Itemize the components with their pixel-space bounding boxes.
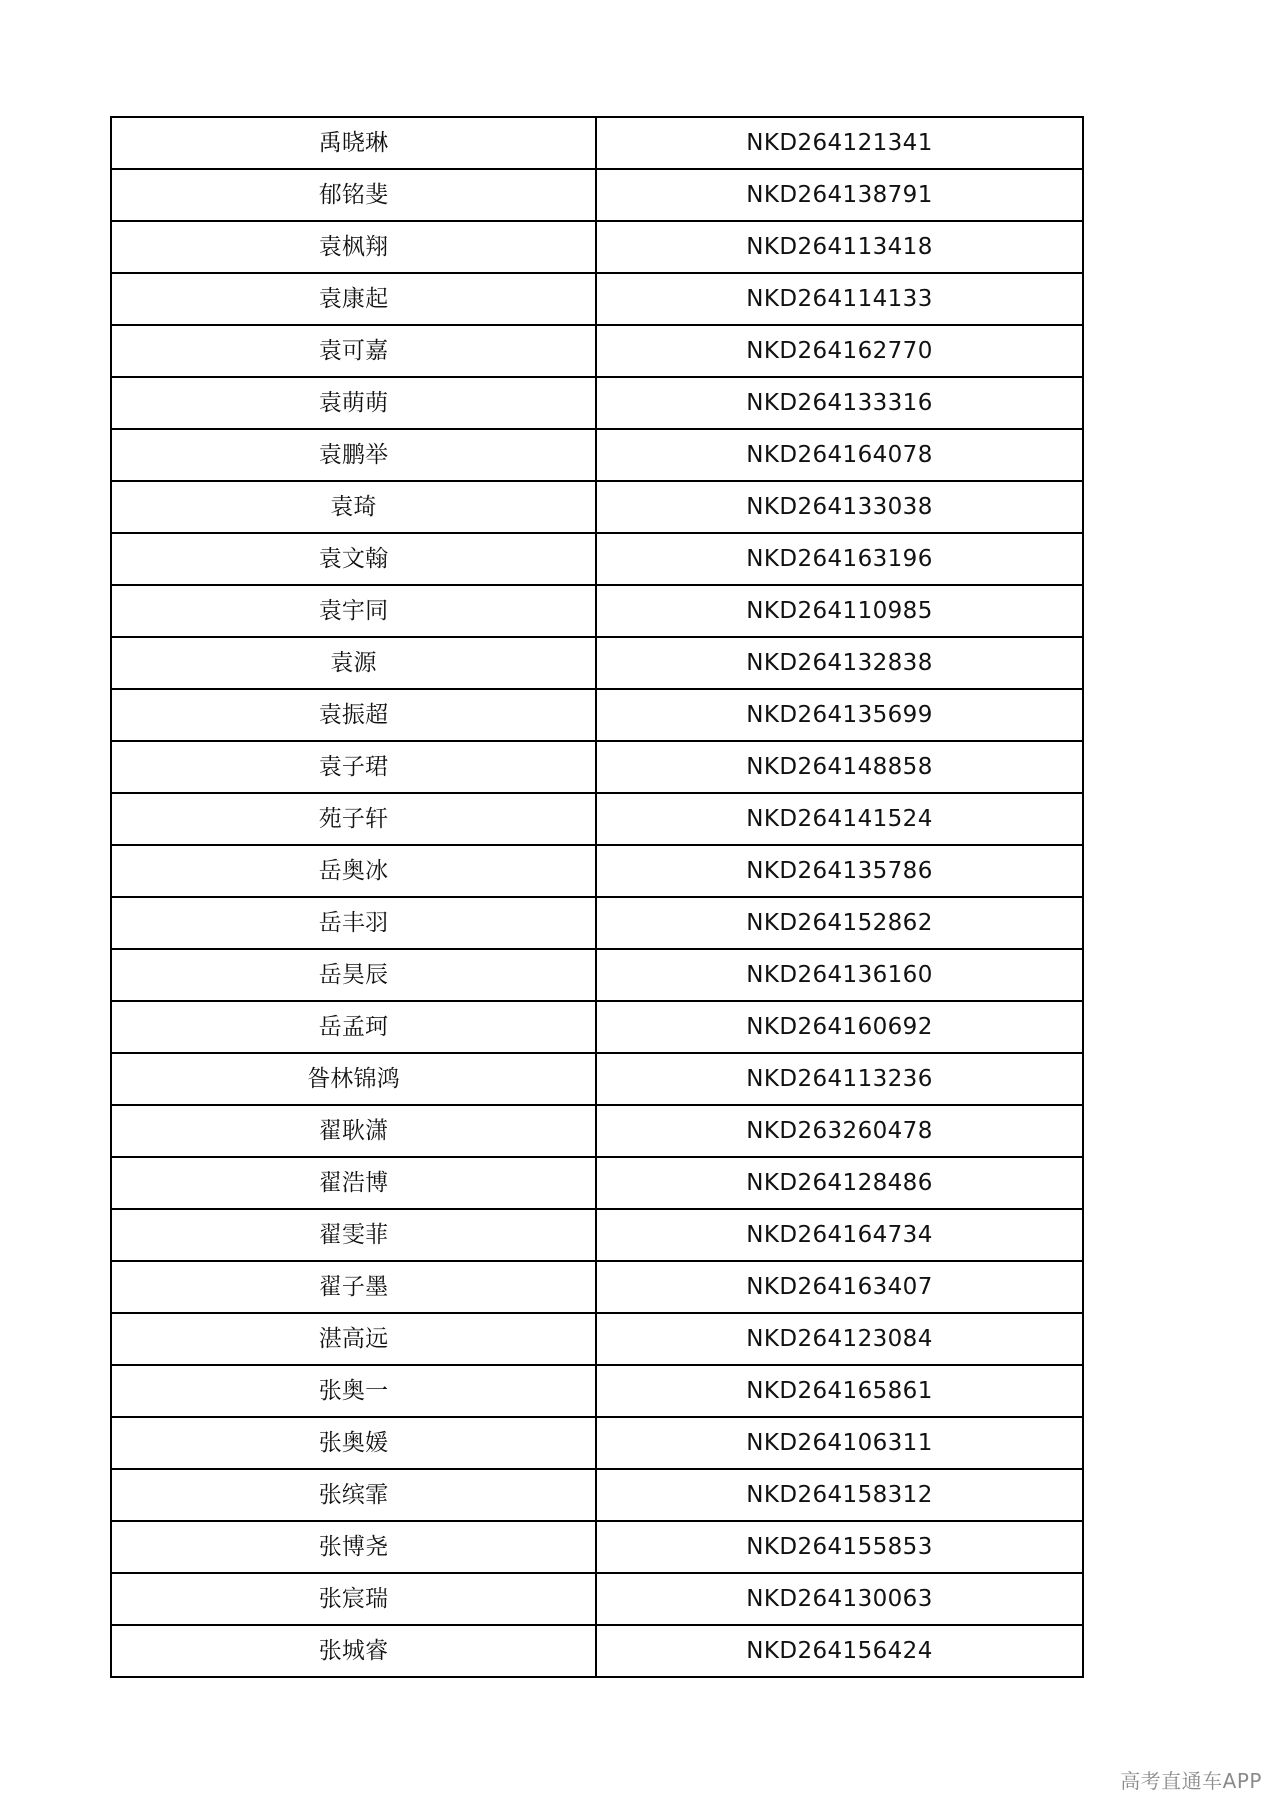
table-row	[111, 1157, 1083, 1209]
student-name-cell: 袁可嘉	[111, 325, 596, 377]
student-id-cell: NKD264136160	[596, 949, 1083, 1001]
student-id-cell: NKD264128486	[596, 1157, 1083, 1209]
table-row	[111, 845, 1083, 897]
student-id-cell: NKD264135786	[596, 845, 1083, 897]
student-id-cell: NKD264138791	[596, 169, 1083, 221]
student-id-cell: NKD264162770	[596, 325, 1083, 377]
student-id-cell: NKD264114133	[596, 273, 1083, 325]
student-id-cell: NKD264130063	[596, 1573, 1083, 1625]
student-id-cell: NKD264163407	[596, 1261, 1083, 1313]
student-id-cell: NKD264163196	[596, 533, 1083, 585]
table-row	[111, 1313, 1083, 1365]
roster-table	[110, 116, 1084, 1678]
student-id-cell: NKD264164734	[596, 1209, 1083, 1261]
table-row	[111, 1521, 1083, 1573]
table-row	[111, 949, 1083, 1001]
table-row	[111, 1625, 1083, 1677]
student-name-cell: 袁文翰	[111, 533, 596, 585]
roster-table-body	[111, 117, 1083, 1677]
student-name-cell: 袁琦	[111, 481, 596, 533]
table-row	[111, 1417, 1083, 1469]
table-row	[111, 1261, 1083, 1313]
table-row	[111, 585, 1083, 637]
student-id-cell: NKD264160692	[596, 1001, 1083, 1053]
student-id-cell: NKD264148858	[596, 741, 1083, 793]
student-name-cell: 张宸瑞	[111, 1573, 596, 1625]
table-row	[111, 1001, 1083, 1053]
student-id-cell: NKD264113418	[596, 221, 1083, 273]
table-row	[111, 897, 1083, 949]
table-row	[111, 1573, 1083, 1625]
table-row	[111, 1469, 1083, 1521]
student-id-cell: NKD264123084	[596, 1313, 1083, 1365]
table-row	[111, 1365, 1083, 1417]
table-row	[111, 1053, 1083, 1105]
table-row	[111, 1105, 1083, 1157]
student-name-cell: 翟雯菲	[111, 1209, 596, 1261]
roster-sheet	[110, 116, 1082, 1678]
student-id-cell: NKD264133038	[596, 481, 1083, 533]
student-name-cell: 袁振超	[111, 689, 596, 741]
student-name-cell: 袁宇同	[111, 585, 596, 637]
student-name-cell: 苑子轩	[111, 793, 596, 845]
student-id-cell: NKD264106311	[596, 1417, 1083, 1469]
student-name-cell: 昝林锦鸿	[111, 1053, 596, 1105]
student-id-cell: NKD264152862	[596, 897, 1083, 949]
student-name-cell: 岳昊辰	[111, 949, 596, 1001]
table-row	[111, 793, 1083, 845]
student-name-cell: 湛高远	[111, 1313, 596, 1365]
student-name-cell: 翟浩博	[111, 1157, 596, 1209]
student-name-cell: 张奥媛	[111, 1417, 596, 1469]
student-name-cell: 袁鹏举	[111, 429, 596, 481]
student-name-cell: 袁枫翔	[111, 221, 596, 273]
student-id-cell: NKD264158312	[596, 1469, 1083, 1521]
student-name-cell: 岳奥冰	[111, 845, 596, 897]
student-id-cell: NKD264113236	[596, 1053, 1083, 1105]
table-row	[111, 377, 1083, 429]
student-name-cell: 袁源	[111, 637, 596, 689]
student-name-cell: 袁萌萌	[111, 377, 596, 429]
student-id-cell: NKD264135699	[596, 689, 1083, 741]
table-row	[111, 273, 1083, 325]
student-name-cell: 禹晓琳	[111, 117, 596, 169]
table-row	[111, 169, 1083, 221]
student-name-cell: 郁铭斐	[111, 169, 596, 221]
student-id-cell: NKD264141524	[596, 793, 1083, 845]
table-row	[111, 325, 1083, 377]
table-row	[111, 1209, 1083, 1261]
student-id-cell: NKD264164078	[596, 429, 1083, 481]
student-name-cell: 张缤霏	[111, 1469, 596, 1521]
student-name-cell: 岳孟珂	[111, 1001, 596, 1053]
table-row	[111, 481, 1083, 533]
table-row	[111, 637, 1083, 689]
student-id-cell: NKD263260478	[596, 1105, 1083, 1157]
table-row	[111, 741, 1083, 793]
student-name-cell: 岳丰羽	[111, 897, 596, 949]
student-id-cell: NKD264165861	[596, 1365, 1083, 1417]
student-name-cell: 张城睿	[111, 1625, 596, 1677]
student-name-cell: 张奥一	[111, 1365, 596, 1417]
student-name-cell: 翟耿潇	[111, 1105, 596, 1157]
watermark-text: 高考直通车APP	[1120, 1769, 1262, 1793]
student-name-cell: 翟子墨	[111, 1261, 596, 1313]
table-row	[111, 117, 1083, 169]
student-id-cell: NKD264155853	[596, 1521, 1083, 1573]
table-row	[111, 533, 1083, 585]
table-row	[111, 689, 1083, 741]
student-id-cell: NKD264132838	[596, 637, 1083, 689]
table-row	[111, 429, 1083, 481]
table-row	[111, 221, 1083, 273]
student-id-cell: NKD264133316	[596, 377, 1083, 429]
student-name-cell: 张博尧	[111, 1521, 596, 1573]
student-name-cell: 袁子珺	[111, 741, 596, 793]
student-id-cell: NKD264110985	[596, 585, 1083, 637]
student-id-cell: NKD264156424	[596, 1625, 1083, 1677]
student-name-cell: 袁康起	[111, 273, 596, 325]
student-id-cell: NKD264121341	[596, 117, 1083, 169]
